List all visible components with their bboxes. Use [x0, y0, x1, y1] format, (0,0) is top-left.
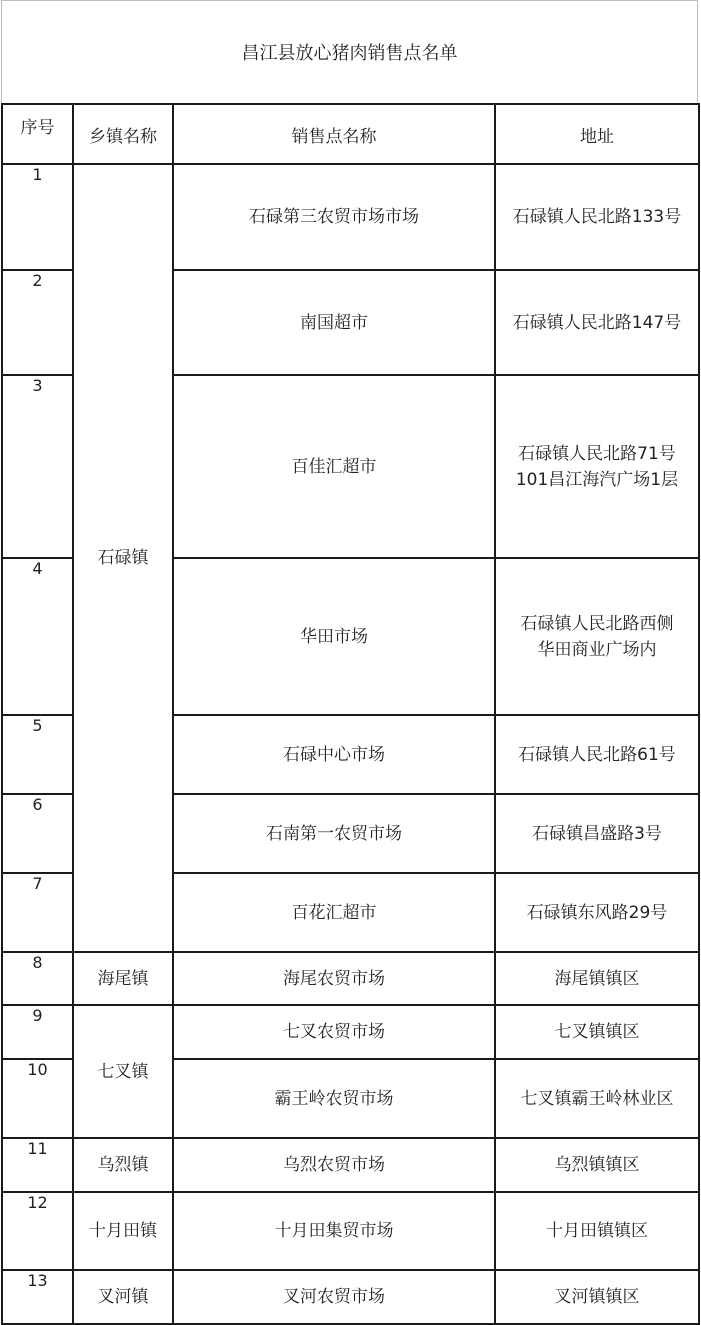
- address-line: 十月田镇镇区: [546, 1221, 648, 1241]
- address-cell: [495, 952, 699, 1005]
- table-row: [2, 1005, 699, 1059]
- header-index: 序号: [2, 104, 73, 164]
- address-cell: [495, 270, 699, 375]
- address-line: 101昌江海汽广场1层: [515, 469, 679, 490]
- table-row: [2, 1192, 699, 1270]
- row-index: 1: [2, 164, 73, 270]
- address-cell: [495, 794, 699, 873]
- store-cell: 七叉农贸市场: [173, 1005, 495, 1059]
- town-cell: 海尾镇: [73, 952, 173, 1005]
- address-cell: [495, 1138, 699, 1192]
- town-cell: 石碌镇: [73, 164, 173, 952]
- table-header-row: [2, 104, 699, 164]
- row-index: 9: [2, 1005, 73, 1059]
- address-cell: [495, 1270, 699, 1324]
- address-line: 七叉镇镇区: [554, 1022, 640, 1042]
- table-row: [2, 1270, 699, 1324]
- header-address: 地址: [495, 104, 699, 164]
- row-index: 7: [2, 873, 73, 952]
- row-index: 3: [2, 375, 73, 558]
- town-cell: 七叉镇: [73, 1005, 173, 1138]
- town-cell: 乌烈镇: [73, 1138, 173, 1192]
- row-index: 10: [2, 1059, 73, 1138]
- title-text: 昌江县放心猪肉销售点名单: [241, 43, 458, 64]
- table-row: [2, 952, 699, 1005]
- store-cell: 南国超市: [173, 270, 495, 375]
- row-index: 4: [2, 558, 73, 715]
- store-cell: 乌烈农贸市场: [173, 1138, 495, 1192]
- address-line: 乌烈镇镇区: [554, 1155, 640, 1175]
- table-row: [2, 164, 699, 270]
- address-cell: [495, 715, 699, 794]
- address-cell: [495, 375, 699, 558]
- address-line: 石碌镇人民北路147号: [512, 312, 682, 333]
- sales-point-table: [1, 103, 700, 1325]
- address-cell: [495, 164, 699, 270]
- row-index: 2: [2, 270, 73, 375]
- address-line: 石碌镇人民北路133号: [512, 207, 682, 227]
- store-cell: 海尾农贸市场: [173, 952, 495, 1005]
- town-cell: 叉河镇: [73, 1270, 173, 1324]
- document-title: [1, 0, 698, 103]
- store-cell: 十月田集贸市场: [173, 1192, 495, 1270]
- row-index: 12: [2, 1192, 73, 1270]
- row-index: 13: [2, 1270, 73, 1324]
- town-cell: 十月田镇: [73, 1192, 173, 1270]
- store-cell: 霸王岭农贸市场: [173, 1059, 495, 1138]
- store-cell: 百佳汇超市: [173, 375, 495, 558]
- address-cell: [495, 1059, 699, 1138]
- address-cell: [495, 1005, 699, 1059]
- address-line: 石碌镇人民北路61号: [518, 744, 676, 765]
- address-cell: [495, 1192, 699, 1270]
- row-index: 6: [2, 794, 73, 873]
- store-cell: 百花汇超市: [173, 873, 495, 952]
- address-cell: [495, 558, 699, 715]
- store-cell: 石碌中心市场: [173, 715, 495, 794]
- address-line: 叉河镇镇区: [554, 1287, 640, 1307]
- address-line: 石碌镇人民北路71号: [518, 443, 676, 464]
- store-cell: 叉河农贸市场: [173, 1270, 495, 1324]
- address-line: 海尾镇镇区: [554, 968, 640, 989]
- address-line: 石碌镇昌盛路3号: [532, 823, 662, 844]
- row-index: 8: [2, 952, 73, 1005]
- address-line: 七叉镇霸王岭林业区: [520, 1088, 674, 1109]
- header-store: 销售点名称: [173, 104, 495, 164]
- address-line: 石碌镇人民北路西侧: [520, 613, 674, 634]
- address-line: 华田商业广场内: [537, 639, 657, 660]
- address-line: 石碌镇东风路29号: [526, 902, 668, 923]
- address-cell: [495, 873, 699, 952]
- store-cell: 石碌第三农贸市场市场: [173, 164, 495, 270]
- store-cell: 华田市场: [173, 558, 495, 715]
- table-row: [2, 1138, 699, 1192]
- row-index: 11: [2, 1138, 73, 1192]
- header-town: 乡镇名称: [73, 104, 173, 164]
- row-index: 5: [2, 715, 73, 794]
- store-cell: 石南第一农贸市场: [173, 794, 495, 873]
